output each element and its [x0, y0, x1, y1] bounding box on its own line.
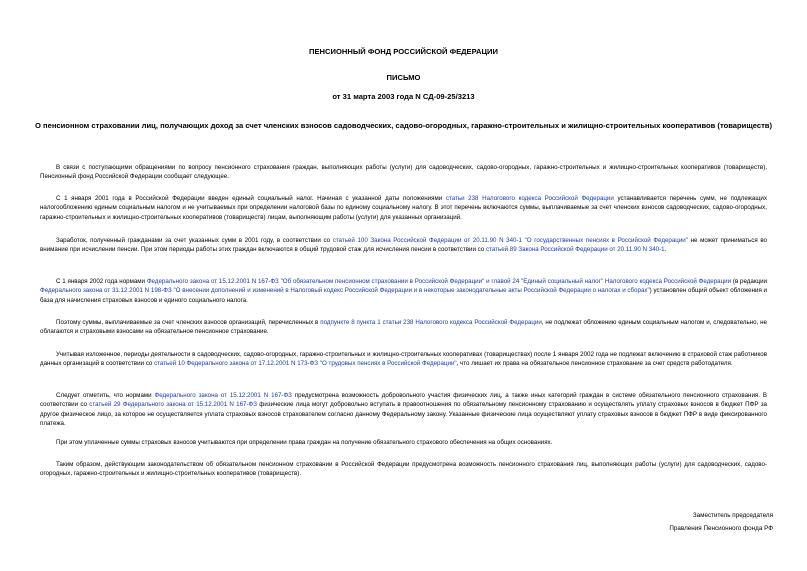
- paragraph-text: С 1 января 2002 года нормами: [56, 278, 147, 285]
- paragraph-text: физические лица могут добровольно вступать в правоотношения по обязательному пенсионному страхованию и осуществлять уплату страховых взносов в бюджет ПФР за другое физическое лицо, за которое не осуществляется уплата страховых взносов страхователем согласно данному Федеральному закону. Указанные физические лица осуществляют уплату страховых взносов в бюджет ПФР в виде фиксированного платежа.: [40, 401, 767, 427]
- paragraph-2: [40, 194, 767, 222]
- paragraph-3: [40, 236, 767, 255]
- paragraph-1: В связи с поступающими обращениями по вопросу пенсионного страхования граждан, выполняющих работы (услуги) для садоводческих, садово-огородных, гаражно-строительных и жилищно-строительных кооперативов (товариществ), Пенсионный фонд Российской Федерации сообщает следующее.: [40, 164, 767, 181]
- paragraph-text: (в редакции: [731, 278, 768, 285]
- paragraph-text: , что лишает их права на обязательное пенсионное страхование за счет средств работодателя.: [456, 360, 733, 368]
- link-article-100-law-340-1[interactable]: статьей 100 Закона Российской Федерации от 20.11.90 N 340-1 "О государственных пенсиях в Российской Федерации": [332, 237, 688, 244]
- paragraph-text: С 1 января 2001 года в Российской Федерации введен единый социальный налог. Начиная с указанной даты положениями: [56, 195, 446, 202]
- paragraph-text: .: [664, 246, 667, 254]
- paragraph-text: Заработок, полученный гражданами за счет указанных сумм в 2001 году, в соответствии со: [56, 237, 333, 244]
- paragraph-text: , не подлежат обложению единым социальным налогом и, следовательно, не облагаются и страховыми взносами на обязательное пенсионное страхование.: [40, 319, 767, 336]
- signature-position: Заместитель председателя: [692, 512, 773, 519]
- issuer-heading: ПЕНСИОННЫЙ ФОНД РОССИЙСКОЙ ФЕДЕРАЦИИ: [309, 47, 498, 56]
- signature-organization: Правления Пенсионного фонда РФ: [669, 525, 773, 532]
- document-type: ПИСЬМО: [386, 73, 421, 82]
- paragraph-7: [40, 391, 767, 428]
- paragraph-text: ) установлен общий объект обложения и база для начисления страховых взносов и единого социального налога.: [40, 287, 767, 304]
- paragraph-text: не может приниматься во внимание при исчислении пенсии. При этом периоды работы этих граждан включаются в общий трудовой стаж для исчисления пенсии в соответствии со: [40, 237, 767, 254]
- link-article-10-law-173-fz[interactable]: статьей 10 Федерального закона от 17.12.2001 N 173-ФЗ "О трудовых пенсиях в Российской Федерации": [154, 360, 457, 368]
- paragraph-text: устанавливается перечень сумм, не подлежащих налогообложению единым социальным налогом и не учитываемых при определении налоговой базы по единому социальному налогу. В этот перечень включаются суммы, выплачиваемые за счет членских взносов садоводческих, садово-огородных, гаражно-строительных и жилищно-строительных кооперативов (товариществ) лицам, выполняющим работы (услуги) для указанных организаций.: [40, 195, 767, 221]
- paragraph-8: При этом уплаченные суммы страховых взносов учитываются при определении права граждан на получение обязательного страхового обеспечения на общих основаниях.: [56, 439, 553, 446]
- link-article-238-tax-code[interactable]: статьи 238 Налогового кодекса Российской Федерации: [445, 195, 614, 202]
- paragraph-text: предусмотрена возможность добровольного участия физических лиц, а также иных категорий граждан в системе обязательного пенсионного страхования. В соответствии со: [40, 392, 767, 409]
- paragraph-text: Следует отметить, что нормами: [56, 392, 155, 399]
- paragraph-6: [40, 350, 767, 369]
- link-law-167-fz[interactable]: Федерального закона от 15.12.2001 N 167-ФЗ "Об обязательном пенсионном страховании в Российской Федерации" и главой 24 "Единый социальный налог" Налогового кодекса Российской Федерации: [146, 278, 732, 285]
- paragraph-4: [40, 277, 767, 305]
- link-subparagraph-8-article-238[interactable]: подпункте 8 пункта 1 статьи 238 Налогового кодекса Российской Федерации: [320, 319, 542, 326]
- link-law-198-fz[interactable]: Федерального закона от 31.12.2001 N 198-ФЗ "О внесении дополнений и изменений в Налоговый кодекс Российской Федерации и в некоторые законодательные акты Российской Федерации о налогах и сборах": [40, 287, 650, 295]
- paragraph-text: Поэтому суммы, выплачиваемые за счет членских взносов организаций, перечисленных в: [56, 319, 321, 326]
- link-article-89-law-340-1[interactable]: статьей 89 Закона Российской Федерации от 20.11.90 N 340-1: [485, 246, 665, 254]
- document-title: О пенсионном страховании лиц, получающих доход за счет членских взносов садоводческих, садово-огородных, гаражно-строительных и жилищно-строительных кооперативов (товариществ): [35, 121, 772, 130]
- paragraph-text: Учитывая изложенное, периоды деятельности в садоводческих, садово-огородных, гаражно-строительных и жилищно-строительных кооперативах (товариществах) после 1 января 2002 года не подлежат включению в страховой стаж работников данных организаций в соответствии со: [40, 351, 767, 368]
- paragraph-9: Таким образом, действующим законодательством об обязательном пенсионном страховании в Российской Федерации предусмотрена возможность пенсионного страхования лиц, выполняющих работы (услуги) для садоводческих, садово-огородных, гаражно-строительных и жилищно-строительных кооперативов (товариществ).: [40, 461, 767, 478]
- link-law-167-fz[interactable]: Федерального закона от 15.12.2001 N 167-ФЗ: [154, 392, 292, 399]
- link-article-29-law-167-fz[interactable]: статьей 29 Федерального закона от 15.12.2001 N 167-ФЗ: [89, 401, 257, 409]
- paragraph-5: [40, 318, 767, 337]
- document-date-number: от 31 марта 2003 года N СД-09-25/3213: [332, 92, 475, 101]
